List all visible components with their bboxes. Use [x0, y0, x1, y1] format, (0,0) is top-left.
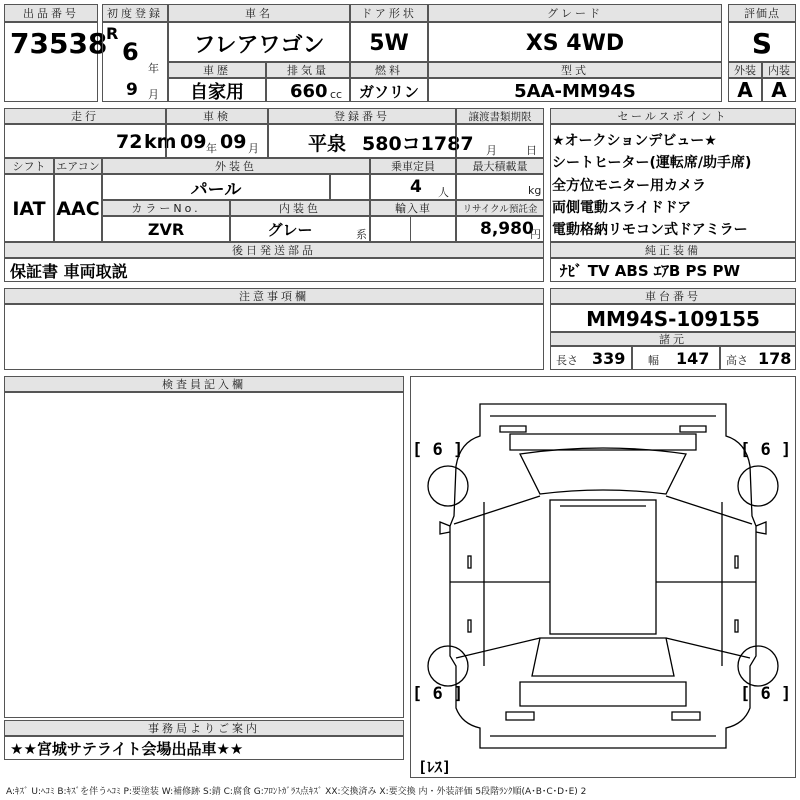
damage-tag-front-right: [ 6 ] — [740, 440, 792, 460]
office-notice: ★★宮城サテライト会場出品車★★ — [10, 739, 244, 758]
fuel-header: 燃料 — [350, 62, 428, 78]
taillight-left — [506, 712, 534, 720]
length-label: 長さ — [556, 354, 578, 367]
post-parts-header: 後日発送部品 — [4, 242, 544, 258]
interior-score: A — [771, 78, 787, 102]
chassis-header: 車台番号 — [550, 288, 796, 304]
registration-area: 平泉 — [308, 132, 347, 155]
taillight-right — [672, 712, 700, 720]
door-handle — [468, 556, 471, 568]
car-name-header: 車名 — [168, 4, 350, 22]
inspector-header: 検査員記入欄 — [4, 376, 404, 392]
car-name: フレアワゴン — [193, 32, 325, 58]
c-pillar-right — [666, 638, 750, 658]
legend: A:ｷｽﾞ U:ﾍｺﾐ B:ｷｽﾞを伴うﾍｺﾐ P:要塗装 W:補修跡 S:錆 C:腐食 G:ﾌﾛﾝﾄｶﾞﾗｽ点ｷｽﾞ XX:交換済み X:要交換 内・外装評価 5段階ﾗﾝｸ順(A･B･C･D･E) 2 — [6, 787, 587, 797]
displacement-header: 排気量 — [266, 62, 350, 78]
wheel-fl — [428, 466, 468, 506]
registration-header: 登録番号 — [268, 108, 456, 124]
door-handle — [468, 620, 471, 632]
a-pillar-left — [454, 496, 540, 524]
wheel-rl — [428, 646, 468, 686]
lot-number: 73538 — [10, 26, 108, 60]
sales-point-item: 全方位モニター用カメラ — [552, 178, 706, 194]
interior-color: グレー — [267, 220, 313, 239]
car-outline — [450, 404, 756, 748]
roof — [550, 500, 656, 634]
sales-point-item: ★オークションデビュー★ — [552, 133, 717, 149]
wheel-fr — [738, 466, 778, 506]
chassis-number: MM94S-109155 — [586, 306, 760, 331]
first-reg-year: 6 — [122, 38, 139, 66]
equipment: ﾅﾋﾞ TV ABS ｴｱB PS PW — [560, 261, 741, 280]
max-load-unit: kg — [528, 184, 542, 197]
width-label: 幅 — [648, 354, 659, 367]
height-value: 178 — [758, 348, 792, 368]
inspection-header: 車検 — [166, 108, 268, 124]
windshield — [520, 448, 686, 494]
damage-tag-front-left: [ 6 ] — [412, 440, 464, 460]
exterior-score-header: 外装 — [728, 62, 762, 78]
equipment-header: 純正装備 — [550, 242, 796, 258]
first-reg-year-unit: 年 — [148, 62, 159, 75]
registration-number: 580コ1787 — [362, 132, 474, 155]
transfer-day-unit: 日 — [526, 144, 537, 157]
score-header: 評価点 — [728, 4, 796, 22]
model-header: 型式 — [428, 62, 722, 78]
door-header: ドア形状 — [350, 4, 428, 22]
capacity: 4 — [410, 177, 422, 197]
headlight-right — [680, 426, 706, 432]
exterior-color-code-cell — [330, 174, 370, 200]
capacity-unit: 人 — [438, 186, 449, 199]
exterior-color: パール — [190, 179, 242, 200]
notes-header: 注意事項欄 — [4, 288, 544, 304]
post-parts: 保証書 車両取説 — [10, 261, 128, 281]
transfer-month-unit: 月 — [486, 144, 497, 157]
notes-cell — [4, 304, 544, 370]
model: 5AA-MM94S — [514, 80, 636, 102]
inspection-year-unit: 年 — [206, 142, 217, 155]
shift-header: シフト — [4, 158, 54, 174]
specs-header: 諸元 — [550, 332, 796, 346]
door-handle — [735, 556, 738, 568]
exterior-color-header: 外装色 — [102, 158, 370, 174]
first-reg-month: 9 — [126, 80, 138, 100]
import — [370, 217, 456, 241]
fuel: ガソリン — [358, 82, 419, 101]
history: 自家用 — [190, 82, 244, 103]
inspection-month-unit: 月 — [248, 142, 259, 155]
max-load-header: 最大積載量 — [456, 158, 544, 174]
damage-tag-bottom: [ﾚｽ] — [418, 758, 452, 776]
door-handle — [735, 620, 738, 632]
interior-color-unit: 系 — [356, 228, 367, 241]
aircon-header: エアコン — [54, 158, 102, 174]
sales-point-item: 電動格納リモコン式ドアミラー — [552, 222, 748, 238]
shift: IAT — [12, 198, 46, 220]
grade-header: グレード — [428, 4, 722, 22]
recycle-fee: 8,980 — [480, 219, 534, 239]
sales-point-item: シートヒーター(運転席/助手席) — [552, 155, 752, 171]
office-header: 事務局よりご案内 — [4, 720, 404, 736]
import-header: 輸入車 — [370, 200, 456, 216]
first-reg-month-unit: 月 — [148, 88, 159, 101]
lot-number-header: 出品番号 — [4, 4, 98, 22]
capacity-header: 乗車定員 — [370, 158, 456, 174]
transfer-deadline-header: 譲渡書類期限 — [456, 108, 544, 124]
rear-glass — [532, 638, 674, 676]
damage-tag-rear-left: [ 6 ] — [412, 684, 464, 704]
first-reg-era: R — [106, 24, 119, 43]
sales-points-header: セールスポイント — [550, 108, 796, 124]
inspection-month: 09 — [220, 131, 247, 153]
mileage-header: 走行 — [4, 108, 166, 124]
displacement: 660 — [290, 80, 328, 102]
color-no-header: カラーNo. — [102, 200, 230, 216]
rear-panel — [520, 682, 686, 706]
c-pillar-left — [456, 638, 540, 658]
inspection-year: 09 — [180, 131, 207, 153]
door-type: 5W — [369, 30, 409, 56]
headlight-left — [500, 426, 526, 432]
interior-score-header: 内装 — [762, 62, 796, 78]
a-pillar-right — [666, 496, 752, 524]
mileage: 72 — [116, 131, 143, 153]
first-registration-header: 初度登録 — [102, 4, 168, 22]
displacement-unit: cc — [330, 88, 343, 101]
recycle-header: リサイクル預託金 — [456, 200, 544, 216]
exterior-score: A — [737, 78, 753, 102]
grade: XS 4WD — [525, 30, 625, 56]
aircon: AAC — [56, 198, 100, 220]
damage-tag-rear-right: [ 6 ] — [740, 684, 792, 704]
recycle-unit: 円 — [530, 228, 541, 241]
width-value: 147 — [676, 348, 710, 368]
mirror-left — [440, 522, 450, 534]
car-diagram — [410, 376, 796, 778]
wheel-rr — [738, 646, 778, 686]
length-value: 339 — [592, 348, 626, 368]
mirror-right — [756, 522, 766, 534]
sales-point-item: 両側電動スライドドア — [552, 200, 692, 216]
interior-color-header: 内装色 — [230, 200, 370, 216]
score: S — [751, 26, 773, 60]
mileage-unit: km — [144, 131, 177, 153]
history-header: 車歴 — [168, 62, 266, 78]
height-label: 高さ — [726, 354, 748, 367]
inspector-cell — [4, 392, 404, 718]
color-no: ZVR — [147, 219, 185, 239]
